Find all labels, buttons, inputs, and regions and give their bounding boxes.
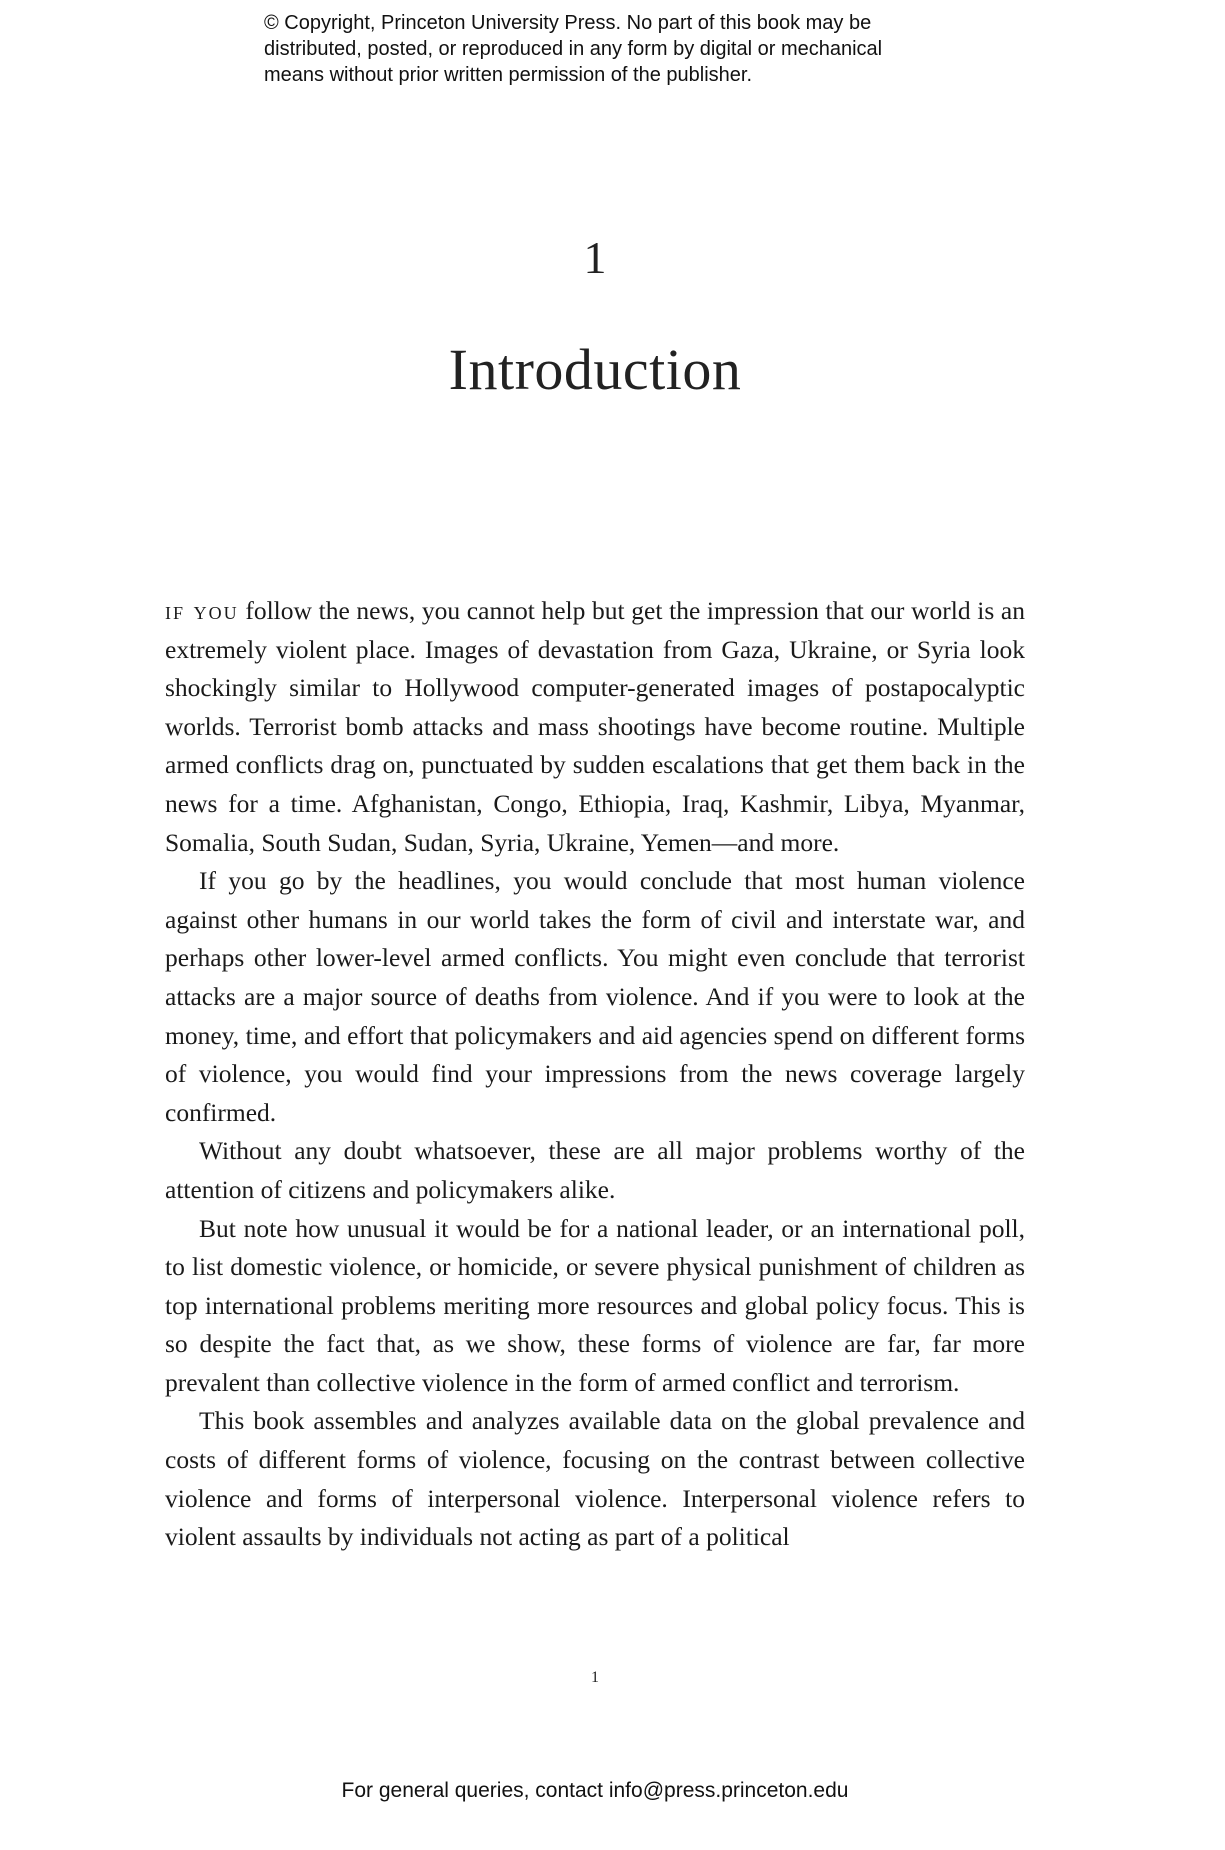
copyright-notice: © Copyright, Princeton University Press. No part of this book may be distributed, posted, or reproduced in any form by digital or mechanical means without prior written permission of the publisher. (264, 12, 883, 86)
body-text (165, 592, 1025, 1557)
paragraph-4: But note how unusual it would be for a national leader, or an international poll, to list domestic violence, or homicide, or severe physical punishment of children as top international problems meriting more resources and global policy focus. This is so despite the fact that, as we show, these forms of violence are far, far more prevalent than collective violence in the form of armed conflict and terrorism. (165, 1213, 1025, 1397)
page-number: 1 (591, 1669, 599, 1686)
paragraph-2: If you go by the headlines, you would conclude that most human violence against other humans in our world takes the form of civil and interstate war, and perhaps other lower-level armed conflicts. You might even conclude that terrorist attacks are a major source of deaths from violence. And if you were to look at the money, time, and effort that policymakers and aid agencies spend on different forms of violence, you would find your impressions from the news coverage largely confirmed. (165, 866, 1025, 1127)
paragraph-1-text: follow the news, you cannot help but get the impression that our world is an extremely violent place. Images of devastation from Gaza, Ukraine, or Syria look shockingly similar to Hollywood computer-generated images of postapocalyptic worlds. Terrorist bomb attacks and mass shootings have become routine. Multiple armed conflicts drag on, punctuated by sudden escalations that get them back in the news for a time. Afghanistan, Congo, Ethiopia, Iraq, Kashmir, Libya, Myanmar, Somalia, South Sudan, Sudan, Syria, Ukraine, Yemen—and more. (165, 596, 1025, 857)
paragraph-5: This book assembles and analyzes available data on the global prevalence and costs of different forms of violence, focusing on the contrast between collective violence and forms of interpersonal violence. Interpersonal violence refers to violent assaults by individuals not acting as part of a political (165, 1406, 1025, 1552)
contact-footer: For general queries, contact info@press.princeton.edu (341, 1779, 849, 1802)
lead-in-smallcaps: if you (165, 596, 239, 625)
chapter-number: 1 (583, 232, 607, 283)
paragraph-1 (165, 592, 1025, 862)
paragraph-3: Without any doubt whatsoever, these are all major problems worthy of the attention of citizens and policymakers alike. (165, 1136, 1025, 1204)
chapter-title: Introduction (448, 337, 742, 402)
